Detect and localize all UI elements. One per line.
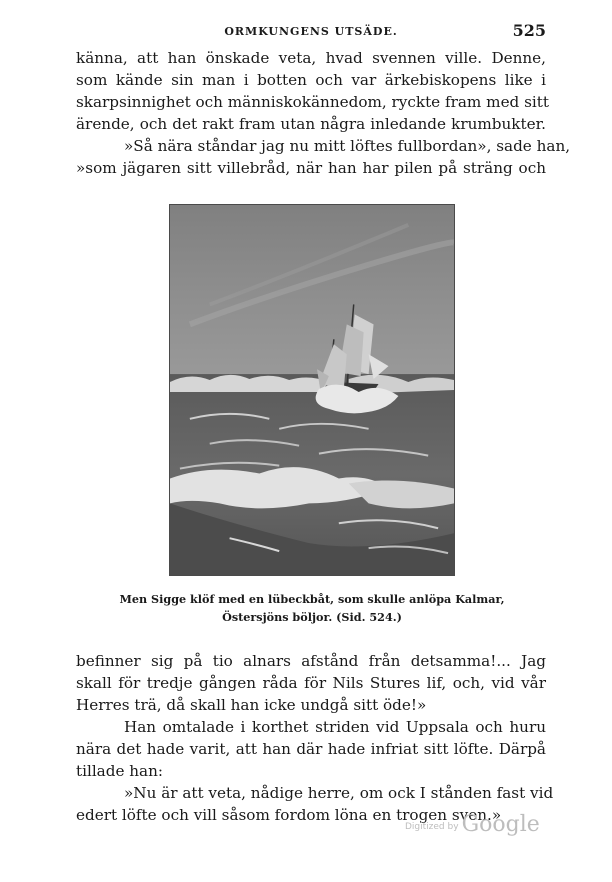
- running-head: [76, 21, 546, 41]
- ship-in-storm-illustration: [169, 204, 455, 576]
- text-line: nära det hade varit, att han där hade infriat sitt löfte. Därpå: [76, 740, 546, 758]
- text-line: skarpsinnighet och människokännedom, ryckte fram med sitt: [76, 93, 549, 111]
- text-line: Han omtalade i korthet striden vid Uppsala och huru: [124, 718, 546, 736]
- text-line: tillade han:: [76, 762, 164, 780]
- text-line: »Nu är att veta, nådige herre, om ock I stånden fast vid: [124, 784, 554, 802]
- text-line: som kände sin man i botten och var ärkebiskopens like i: [76, 71, 546, 89]
- page-number: 525: [512, 21, 546, 40]
- digitized-by-google-watermark: [405, 812, 540, 837]
- text-line: »som jägaren sitt villebråd, när han har pilen på sträng och: [76, 159, 546, 177]
- text-line: Herres trä, då skall han icke undgå sitt öde!»: [76, 696, 427, 714]
- top-paragraphs: [76, 47, 571, 179]
- bottom-paragraphs: [76, 650, 554, 826]
- watermark-prefix: Digitized by: [405, 822, 459, 832]
- text-line: känna, att han önskade veta, hvad svennen ville. Denne,: [76, 49, 546, 67]
- running-title: ORMKUNGENS UTSÄDE.: [224, 25, 398, 38]
- engraving-image: [170, 205, 454, 575]
- text-line: ärende, och det rakt fram utan några inledande krumbukter.: [76, 115, 546, 133]
- caption-line: Östersjöns böljor. (Sid. 524.): [222, 610, 402, 624]
- text-line: »Så nära ståndar jag nu mitt löftes fullbordan», sade han,: [124, 137, 571, 155]
- text-line: befinner sig på tio alnars afstånd från detsamma!... Jag: [76, 652, 546, 670]
- google-logo: Google: [461, 812, 540, 837]
- illustration-caption: [100, 590, 524, 626]
- caption-line: Men Sigge klöf med en lübeckbåt, som skulle anlöpa Kalmar,: [119, 592, 505, 606]
- text-line: edert löfte och vill såsom fordom löna en trogen sven.»: [76, 806, 502, 824]
- text-line: skall för tredje gången råda för Nils Stures lif, och, vid vår: [76, 674, 546, 692]
